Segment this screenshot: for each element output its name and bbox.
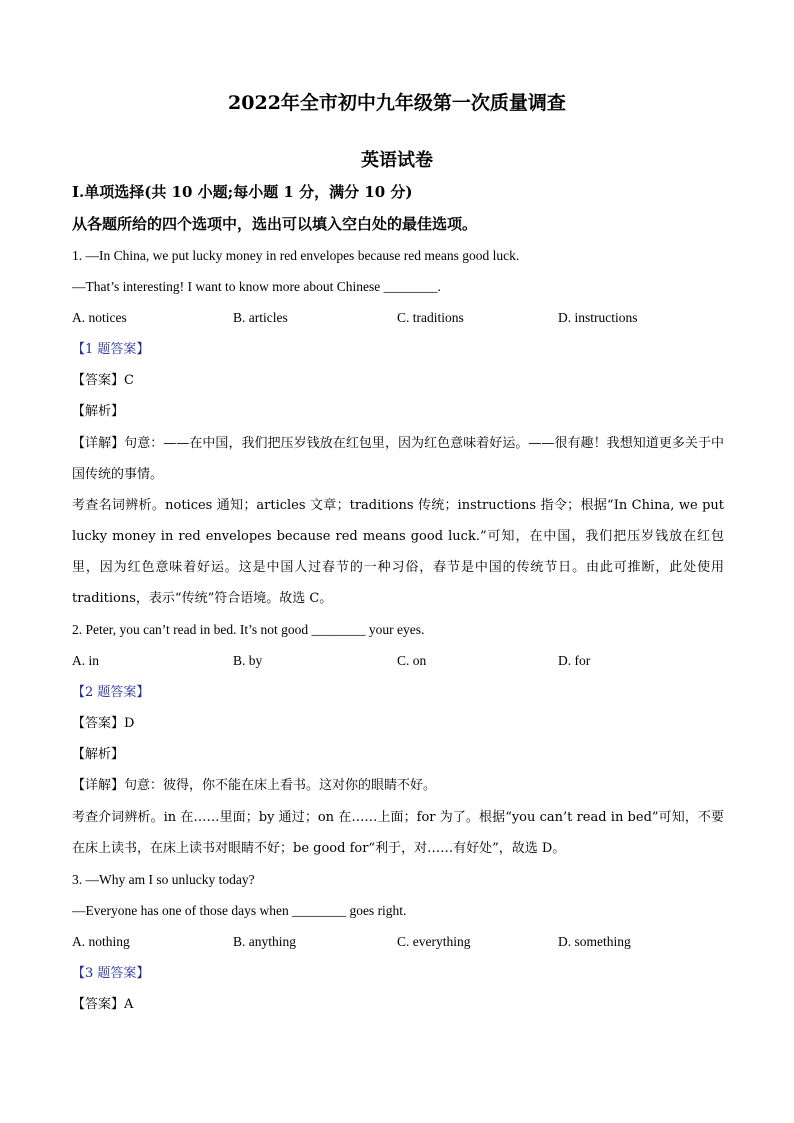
q1-analysis: 【解析】 (72, 404, 125, 419)
q3-line2: —Everyone has one of those days when ________ goes right. (72, 903, 407, 918)
q2-option-b: B. by (233, 653, 263, 668)
q1-option-d: D. instructions (558, 310, 638, 325)
q2-answer: 【答案】D (72, 716, 135, 731)
q2-analysis: 【解析】 (72, 747, 125, 762)
q2-option-d: D. for (558, 653, 591, 668)
q1-options (72, 310, 724, 326)
q1-explain: 考查名词辨析。notices 通知；articles 文章；traditions 传统；instructions 指令；根据“In China, we put lucky money in red envelopes because red means good luck.”可知，在中国，我们把压岁钱放在红包里，因为红色意味着好运。这是中国人过春节的一种习俗，春节是中国的传统节日。由此可推断，此处使用 traditions，表示“传统”符合语境。故选 C。 (72, 498, 724, 606)
q1-line2: —That’s interesting! I want to know more about Chinese ________. (72, 279, 441, 294)
q2-options (72, 653, 724, 669)
section-heading: Ⅰ.单项选择(共 10 小题;每小题 1 分，满分 10 分) (72, 183, 413, 201)
q1-answer: 【答案】C (72, 373, 134, 388)
q1-option-a: A. notices (72, 310, 127, 325)
q2-option-a: A. in (72, 653, 99, 668)
section-instruction: 从各题所给的四个选项中，选出可以填入空白处的最佳选项。 (72, 215, 478, 233)
q3-line1: 3. —Why am I so unlucky today? (72, 872, 255, 887)
q3-answer: 【答案】A (72, 997, 134, 1012)
q1-answer-header: 【1 题答案】 (72, 342, 150, 357)
q3-answer-header: 【3 题答案】 (72, 966, 150, 981)
q2-detail: 【详解】句意：彼得，你不能在床上看书。这对你的眼睛不好。 (72, 778, 437, 793)
q2-line1: 2. Peter, you can’t read in bed. It’s not good ________ your eyes. (72, 622, 425, 637)
q1-option-b: B. articles (233, 310, 288, 325)
q2-explain: 考查介词辨析。in 在……里面；by 通过；on 在……上面；for 为了。根据“you can’t read in bed”可知，不要在床上读书，在床上读书对眼睛不好；be good for“利于，对……有好处”，故选 D。 (72, 810, 724, 856)
q1-line1: 1. —In China, we put lucky money in red envelopes because red means good luck. (72, 248, 520, 263)
q3-option-a: A. nothing (72, 934, 130, 949)
q1-option-c: C. traditions (397, 310, 464, 325)
q3-option-b: B. anything (233, 934, 296, 949)
q3-option-c: C. everything (397, 934, 471, 949)
q1-detail: 【详解】句意：——在中国，我们把压岁钱放在红包里，因为红色意味着好运。——很有趣！我想知道更多关于中国传统的事情。 (72, 436, 724, 482)
q2-option-c: C. on (397, 653, 427, 668)
document-title: 2022年全市初中九年级第一次质量调查 (228, 92, 566, 114)
q3-options (72, 934, 724, 950)
q2-answer-header: 【2 题答案】 (72, 685, 150, 700)
q3-option-d: D. something (558, 934, 631, 949)
document-subtitle: 英语试卷 (361, 150, 433, 171)
